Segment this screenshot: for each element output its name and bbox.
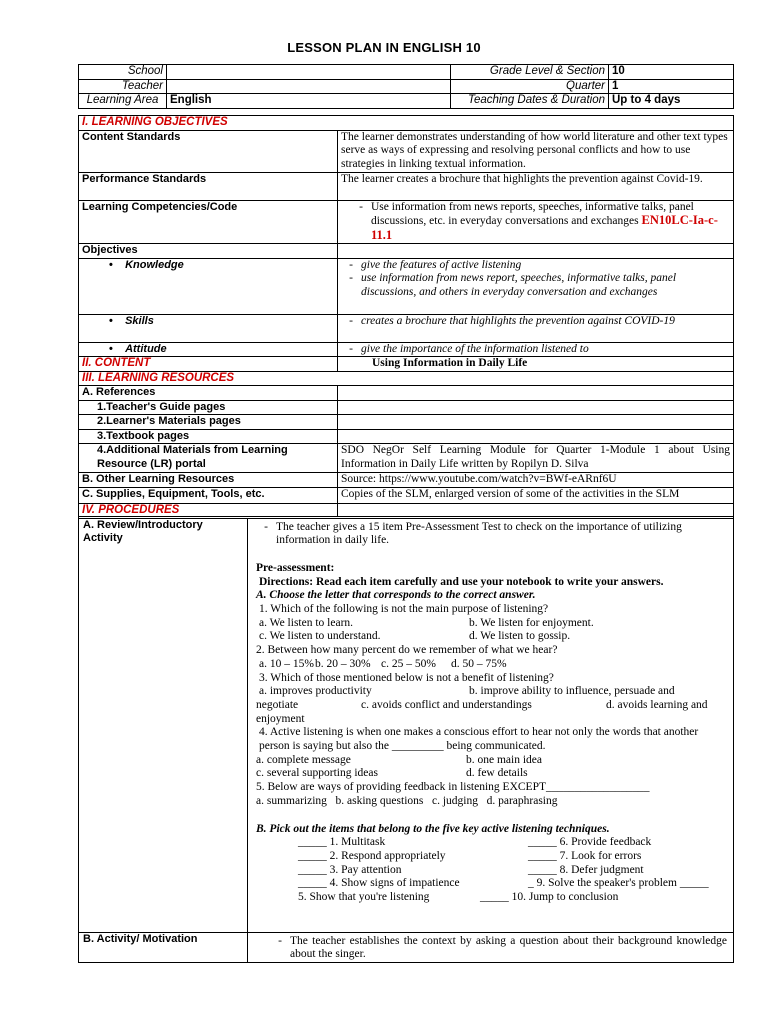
teacher-label: Teacher (79, 79, 167, 94)
section-procedures: IV. PROCEDURES (79, 504, 734, 519)
section-content: II. CONTENT (79, 357, 338, 372)
attitude-label: • Attitude (79, 342, 338, 357)
q3-option-d-cont: enjoyment (256, 712, 305, 725)
quarter-value: 1 (609, 79, 734, 94)
additional-materials-label: 4.Additional Materials from Learning Resource (LR) portal (79, 444, 338, 473)
grade-value: 10 (609, 65, 734, 80)
technique-item: _____ 3. Pay attention (298, 863, 402, 876)
references-label: A. References (79, 386, 338, 401)
technique-item: _____ 10. Jump to conclusion (480, 891, 619, 904)
q3-option-b-cont: negotiate (256, 698, 299, 711)
lm-label: 2.Learner's Materials pages (79, 415, 338, 430)
other-resources-label: B. Other Learning Resources (79, 473, 338, 488)
learning-area-value: English (167, 94, 451, 109)
q3-option-d: d. avoids learning and (606, 698, 708, 711)
competency-text: Use information from news reports, speeches, informative talks, panel discussions, etc. in everyday conversations and exchanges (371, 200, 694, 227)
q4-option-b: b. one main idea (466, 753, 543, 766)
technique-item: _____ 2. Respond appropriately (298, 849, 446, 862)
attitude-item: give the importance of the information listened to (361, 342, 589, 355)
q1-option-b: b. We listen for enjoyment. (469, 616, 594, 629)
technique-item: _____ 1. Multitask (298, 836, 386, 849)
q1-option-d: d. We listen to gossip. (469, 630, 571, 643)
q2-option-b: b. 20 – 30% (315, 657, 371, 670)
pre-assessment-label: Pre-assessment: (256, 561, 335, 574)
learning-area-label: Learning Area (79, 94, 167, 109)
content-value: Using Information in Daily Life (338, 357, 734, 372)
tb-label: 3.Textbook pages (79, 429, 338, 444)
activity-text: The teacher establishes the context by asking a question about their background knowledge about the singer. (290, 934, 728, 960)
objectives-table (78, 115, 734, 517)
technique-item: _____ 7. Look for errors (528, 849, 642, 862)
review-content: - The teacher gives a 15 item Pre-Assessment Test to check on the importance of utilizing information in daily life. Pre-assessment: Directions: Read each item carefully and use your notebook to write your answers. A. Choose the letter that corresponds to the correct answer. 1. Which of the following is not the main purpose of listening? a. We listen to learn. b. We listen for enjoyment. c. We listen to understand. d. We listen to gossip. 2. Between how many percent do we remember of what we hear? a. 10 – 15% b. 20 – 30% c. 25 – 50% d. 50 – 75% 3. Which of those mentioned below is not a benefit of listening? a. improves productivity b. improve ability to influence, persuade and negotiate c. avoids conflict and understandings d. avoids learning and enjoyment 4. Active listening is when one makes a conscious effort to hear not only the words that another person is saying but also the _________ being communicated. a. complete message b. one main idea c. several supporting ideas d. few details 5. Below are ways of providing feedback in listening EXCEPT__________________ a. summarizing b. asking questions c. judging d. paraphrasing B. Pick out the items that belong to the five key active listening techniques. _____ 1. Multitask _____ 6. Provide feedback _____ 2. Respond appropriately _____ 7. Look for errors _____ 3. Pay attention _____ 8. Defer judgment _____ 4. Show signs of impatience _ 9. Solve the speaker's problem _____ 5. Show that you're listening _____ 10. Jump to conclusion (248, 518, 734, 932)
q2-option-d: d. 50 – 75% (451, 657, 507, 670)
activity-content: - The teacher establishes the context by asking a question about their background knowledge about the singer. (248, 932, 734, 962)
q4: 4. Active listening is when one makes a conscious effort to hear not only the words that another person is saying but also the _________ being communicated. (259, 726, 699, 753)
q4-option-a: a. complete message (256, 753, 351, 766)
knowledge-items: - give the features of active listening - use information from news report, speeches, informative talks, panel discussions, and others in everyday conversation and exchanges (338, 258, 734, 314)
dates-label: Teaching Dates & Duration (451, 94, 609, 109)
competencies-value: - Use information from news reports, speeches, informative talks, panel discussions, etc. in everyday conversations and exchanges EN10LC-Ia-c-11.1 (338, 200, 734, 244)
q3-option-a: a. improves productivity (259, 685, 372, 698)
skills-items: - creates a brochure that highlights the prevention against COVID-19 (338, 314, 734, 342)
q3-option-c: c. avoids conflict and understandings (361, 698, 532, 711)
technique-item: 5. Show that you're listening (298, 891, 430, 904)
q2: 2. Between how many percent do we remember of what we hear? (256, 644, 558, 657)
q2-option-a: a. 10 – 15% (259, 657, 314, 670)
q1-option-c: c. We listen to understand. (259, 630, 381, 643)
q3-option-b: b. improve ability to influence, persuade and (469, 685, 675, 698)
procedures-table (78, 503, 734, 963)
q3: 3. Which of those mentioned below is not a benefit of listening? (259, 671, 554, 684)
activity-label: B. Activity/ Motivation (79, 932, 248, 962)
knowledge-item: use information from news report, speeches, informative talks, panel discussions, and others in everyday conversation and exchanges (361, 272, 677, 298)
knowledge-item: give the features of active listening (361, 258, 522, 271)
knowledge-label: • Knowledge (79, 258, 338, 314)
q1-option-a: a. We listen to learn. (259, 616, 354, 629)
performance-standards-label: Performance Standards (79, 172, 338, 200)
school-value (167, 65, 451, 80)
attitude-items: - give the importance of the information listened to (338, 342, 734, 357)
dates-value: Up to 4 days (609, 94, 734, 109)
grade-label: Grade Level & Section (451, 65, 609, 80)
q2-option-c: c. 25 – 50% (381, 657, 436, 670)
header-info-table (78, 64, 734, 109)
supplies-label: C. Supplies, Equipment, Tools, etc. (79, 487, 338, 516)
review-label: A. Review/Introductory Activity (79, 518, 248, 932)
page-title: LESSON PLAN IN ENGLISH 10 (287, 40, 481, 55)
quarter-label: Quarter (451, 79, 609, 94)
performance-standards-value: The learner creates a brochure that highlights the prevention against Covid-19. (338, 172, 734, 200)
competencies-label: Learning Competencies/Code (79, 200, 338, 244)
competency-code: EN10LC-Ia-c-11.1 (371, 213, 718, 242)
review-intro: The teacher gives a 15 item Pre-Assessment Test to check on the importance of utilizing information in daily life. (276, 520, 682, 547)
technique-item: _____ 4. Show signs of impatience (298, 877, 460, 890)
technique-item: _ 9. Solve the speaker's problem _____ (528, 877, 709, 890)
section-learning-resources: III. LEARNING RESOURCES (79, 371, 734, 386)
skills-item: creates a brochure that highlights the prevention against COVID-19 (361, 314, 675, 327)
other-resources-value: Source: https://www.youtube.com/watch?v=BWf-eARnf6U (338, 473, 734, 488)
q4-option-d: d. few details (466, 767, 528, 780)
q4-option-c: c. several supporting ideas (256, 767, 378, 780)
objectives-label: Objectives (79, 244, 338, 259)
directions: Directions: Read each item carefully and use your notebook to write your answers. (259, 575, 664, 588)
content-standards-value: The learner demonstrates understanding of how world literature and other text types serve as ways of expressing and resolving personal conflicts and how to use strategies in linking textual information. (338, 130, 734, 172)
skills-label: • Skills (79, 314, 338, 342)
additional-materials-value: SDO NegOr Self Learning Module for Quarter 1-Module 1 about Using Information in Daily Life written by Ropilyn D. Silva (338, 444, 734, 473)
supplies-value: Copies of the SLM, enlarged version of some of the activities in the SLM (338, 487, 734, 516)
tg-label: 1.Teacher's Guide pages (79, 400, 338, 415)
technique-item: _____ 6. Provide feedback (528, 836, 652, 849)
q5: 5. Below are ways of providing feedback in listening EXCEPT__________________ (256, 781, 650, 794)
school-label: School (79, 65, 167, 80)
q5-options: a. summarizing b. asking questions c. judging d. paraphrasing (256, 794, 558, 807)
part-b-heading: B. Pick out the items that belong to the five key active listening techniques. (256, 822, 610, 835)
part-a-heading: A. Choose the letter that corresponds to the correct answer. (256, 589, 536, 602)
content-standards-label: Content Standards (79, 130, 338, 172)
teacher-value (167, 79, 451, 94)
technique-item: _____ 8. Defer judgment (528, 863, 644, 876)
section-learning-objectives: I. LEARNING OBJECTIVES (79, 116, 734, 131)
q1: 1. Which of the following is not the main purpose of listening? (259, 603, 549, 616)
